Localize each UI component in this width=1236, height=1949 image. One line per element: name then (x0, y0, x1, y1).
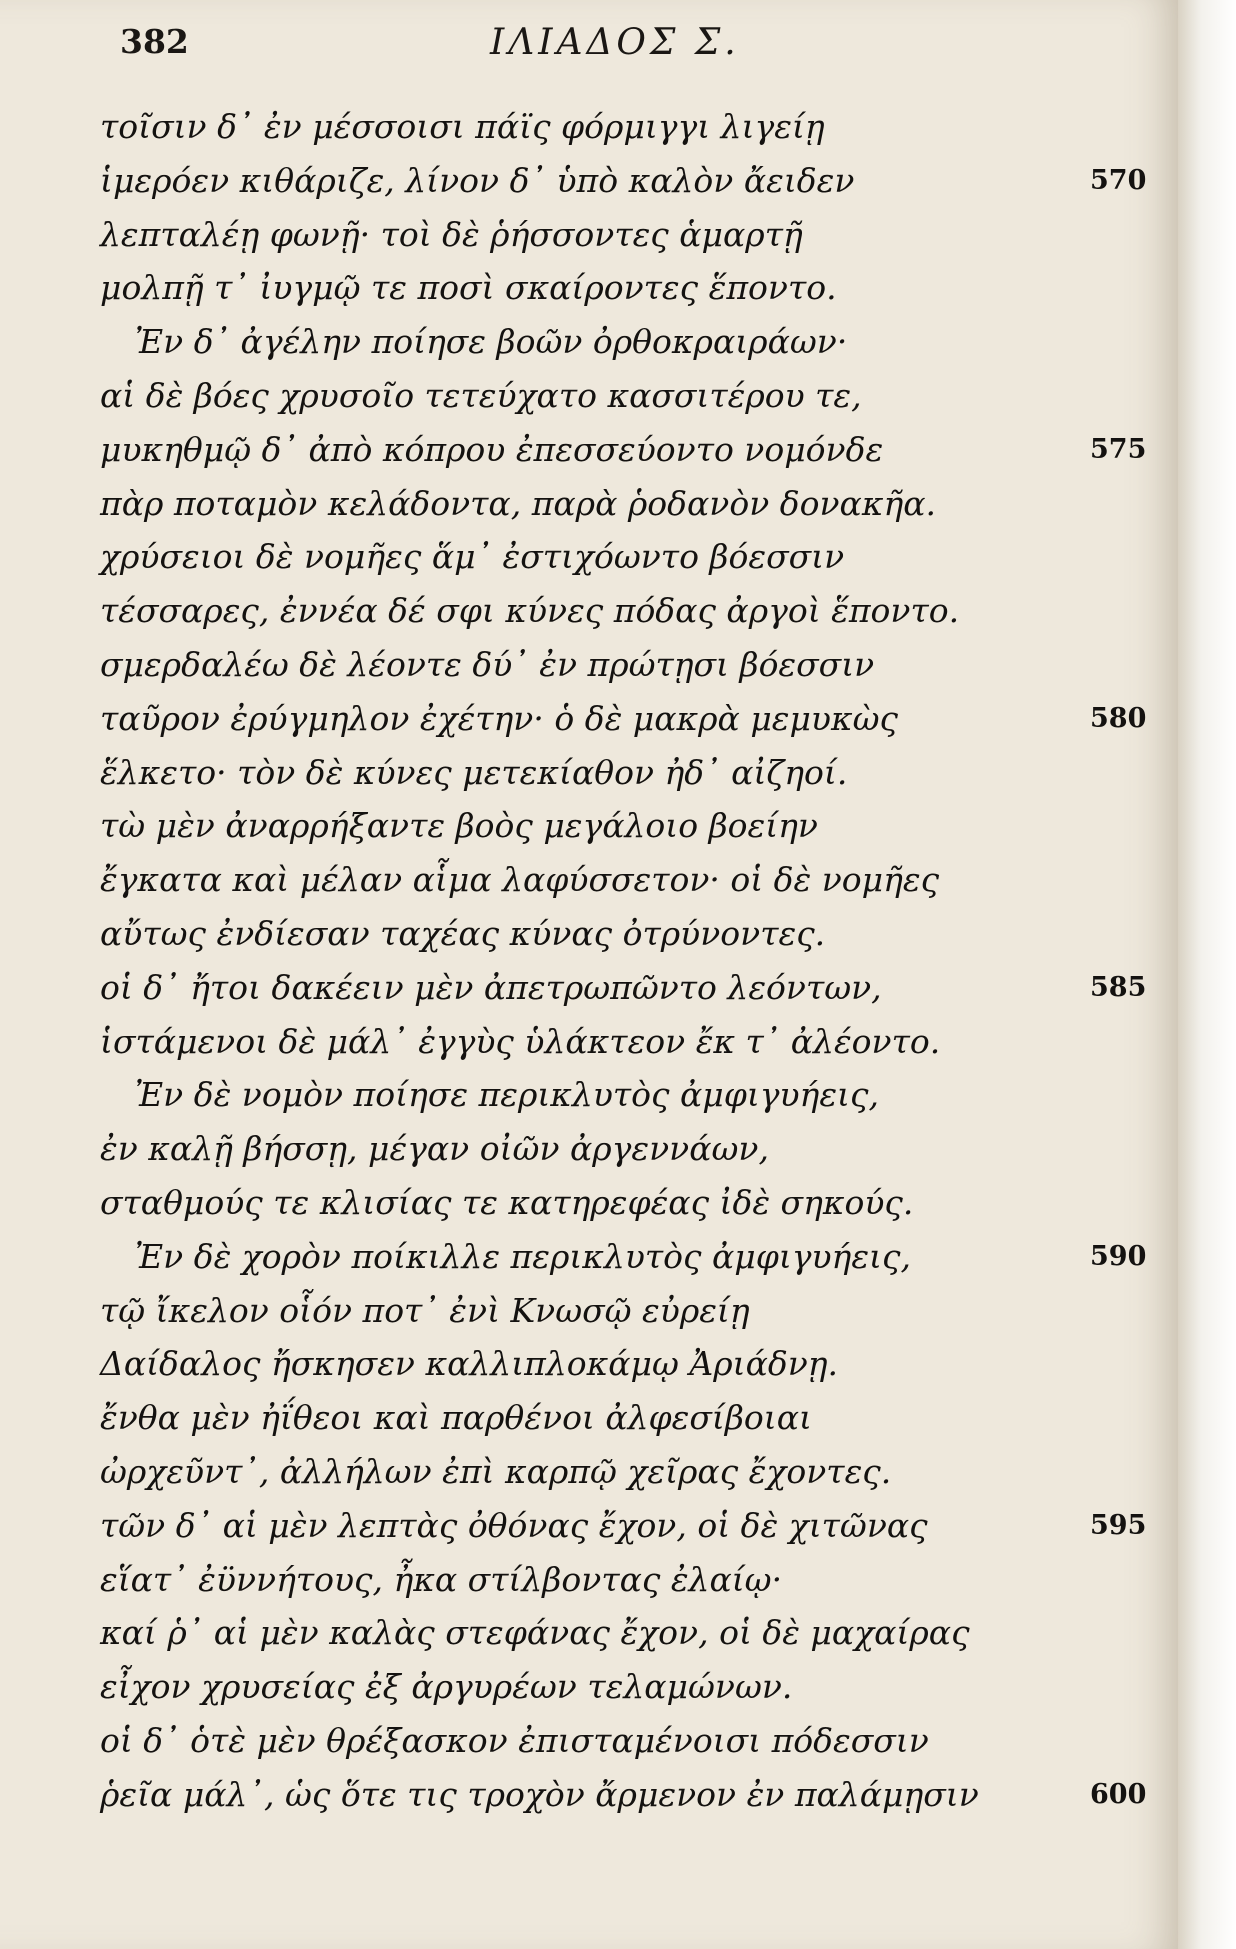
verse-text: μυκηθμῷ δ᾽ ἀπὸ κόπρου ἐπεσσεύοντο νομόνδε (100, 429, 884, 469)
verse-line (0, 530, 1178, 584)
verse-line (0, 1660, 1178, 1714)
verse-line (0, 1553, 1178, 1607)
verse-text: ἐν καλῇ βήσσῃ, μέγαν οἰῶν ἀργεννάων, (100, 1129, 769, 1169)
verse-text: Ἐν δὲ νομὸν ποίησε περικλυτὸς ἀμφιγυήεις, (135, 1075, 879, 1115)
verse-line (0, 423, 1178, 477)
verse-line (0, 1284, 1178, 1338)
verse-line (0, 369, 1178, 423)
verse-line (0, 584, 1178, 638)
verse-text: σταθμούς τε κλισίας τε κατηρεφέας ἰδὲ σηκούς. (100, 1182, 914, 1222)
verse-text: ταῦρον ἐρύγμηλον ἐχέτην· ὁ δὲ μακρὰ μεμυκὼς (100, 698, 899, 738)
verse-line (0, 692, 1178, 746)
line-number: 575 (1090, 433, 1147, 465)
verse-text: ὠρχεῦντ᾽, ἀλλήλων ἐπὶ καρπῷ χεῖρας ἔχοντες. (100, 1451, 892, 1491)
verse-text: χρύσειοι δὲ νομῆες ἅμ᾽ ἐστιχόωντο βόεσσιν (100, 537, 845, 577)
verse-text: εἵατ᾽ ἐϋννήτους, ἦκα στίλβοντας ἐλαίῳ· (100, 1559, 783, 1599)
verse-line (0, 1445, 1178, 1499)
verse-text: ἔνθα μὲν ἠΐθεοι καὶ παρθένοι ἀλφεσίβοιαι (100, 1398, 812, 1438)
verse-text: ἱστάμενοι δὲ μάλ᾽ ἐγγὺς ὑλάκτεον ἔκ τ᾽ ἀλέοντο. (100, 1021, 941, 1061)
verse-line (0, 907, 1178, 961)
verse-text: ἕλκετο· τὸν δὲ κύνες μετεκίαθον ἠδ᾽ αἰζηοί. (100, 752, 848, 792)
verse-line (0, 1068, 1178, 1122)
verse-text: τῷ ἴκελον οἷόν ποτ᾽ ἐνὶ Κνωσῷ εὐρείῃ (100, 1290, 750, 1330)
verse-line (0, 315, 1178, 369)
verse-line (0, 1337, 1178, 1391)
running-title: ΙΛΙΑΔΟΣ Σ. (490, 22, 740, 63)
verse-text: τῶν δ᾽ αἱ μὲν λεπτὰς ὀθόνας ἔχον, οἱ δὲ χιτῶνας (100, 1505, 928, 1545)
verse-line (0, 100, 1178, 154)
line-number: 570 (1090, 164, 1147, 196)
verse-text: εἶχον χρυσείας ἐξ ἀργυρέων τελαμώνων. (100, 1667, 793, 1707)
verse-text: Δαίδαλος ἤσκησεν καλλιπλοκάμῳ Ἀριάδνῃ. (100, 1344, 839, 1384)
line-number: 585 (1090, 971, 1147, 1003)
verse-line (0, 477, 1178, 531)
verse-line (0, 1499, 1178, 1553)
verse-text: καί ῥ᾽ αἱ μὲν καλὰς στεφάνας ἔχον, οἱ δὲ μαχαίρας (100, 1613, 970, 1653)
verse-line (0, 261, 1178, 315)
verse-text: τὼ μὲν ἀναρρήξαντε βοὸς μεγάλοιο βοείην (100, 806, 818, 846)
verse-text: ἔγκατα καὶ μέλαν αἷμα λαφύσσετον· οἱ δὲ νομῆες (100, 860, 940, 900)
verse-text: Ἐν δὲ χορὸν ποίκιλλε περικλυτὸς ἀμφιγυήεις, (135, 1236, 911, 1276)
verse-text: ῥεῖα μάλ᾽, ὡς ὅτε τις τροχὸν ἄρμενον ἐν παλάμῃσιν (100, 1774, 979, 1814)
verse-line (0, 799, 1178, 853)
line-number: 600 (1090, 1778, 1147, 1810)
facing-page-edge (1178, 0, 1236, 1949)
verse-line (0, 1714, 1178, 1768)
verse-line (0, 1230, 1178, 1284)
verse-line (0, 1768, 1178, 1822)
verse-text: αἱ δὲ βόες χρυσοῖο τετεύχατο κασσιτέρου τε, (100, 375, 862, 415)
page-header (0, 22, 1178, 72)
verse-line (0, 638, 1178, 692)
line-number: 580 (1090, 702, 1147, 734)
verse-line (0, 208, 1178, 262)
verse-text: σμερδαλέω δὲ λέοντε δύ᾽ ἐν πρώτῃσι βόεσσιν (100, 644, 875, 684)
verse-text: λεπταλέῃ φωνῇ· τοὶ δὲ ῥήσσοντες ἁμαρτῇ (100, 214, 803, 254)
verse-line (0, 154, 1178, 208)
verse-line (0, 1606, 1178, 1660)
verse-text: τοῖσιν δ᾽ ἐν μέσσοισι πάϊς φόρμιγγι λιγείῃ (100, 107, 825, 146)
line-number: 590 (1090, 1240, 1147, 1272)
verse-line (0, 853, 1178, 907)
verse-line (0, 1015, 1178, 1069)
verse-line (0, 1391, 1178, 1445)
line-number: 595 (1090, 1509, 1147, 1541)
verse-text: οἱ δ᾽ ὁτὲ μὲν θρέξασκον ἐπισταμένοισι πόδεσσιν (100, 1720, 929, 1760)
verse-text: τέσσαρες, ἐννέα δέ σφι κύνες πόδας ἀργοὶ ἕποντο. (100, 591, 960, 631)
verse-text: ἱμερόεν κιθάριζε, λίνον δ᾽ ὑπὸ καλὸν ἄειδεν (100, 160, 855, 200)
page-number: 382 (120, 22, 189, 61)
verse-line (0, 1122, 1178, 1176)
verse-text: Ἐν δ᾽ ἀγέλην ποίησε βοῶν ὀρθοκραιράων· (135, 322, 848, 362)
verse-text: μολπῇ τ᾽ ἰυγμῷ τε ποσὶ σκαίροντες ἕποντο. (100, 268, 837, 308)
verse-block (0, 100, 1178, 1822)
verse-text: πὰρ ποταμὸν κελάδοντα, παρὰ ῥοδανὸν δονακῆα. (100, 483, 937, 523)
verse-line (0, 961, 1178, 1015)
verse-line (0, 746, 1178, 800)
verse-line (0, 1176, 1178, 1230)
verse-text: αὔτως ἐνδίεσαν ταχέας κύνας ὀτρύνοντες. (100, 913, 826, 953)
verse-text: οἱ δ᾽ ἤτοι δακέειν μὲν ἀπετρωπῶντο λεόντων, (100, 967, 882, 1007)
